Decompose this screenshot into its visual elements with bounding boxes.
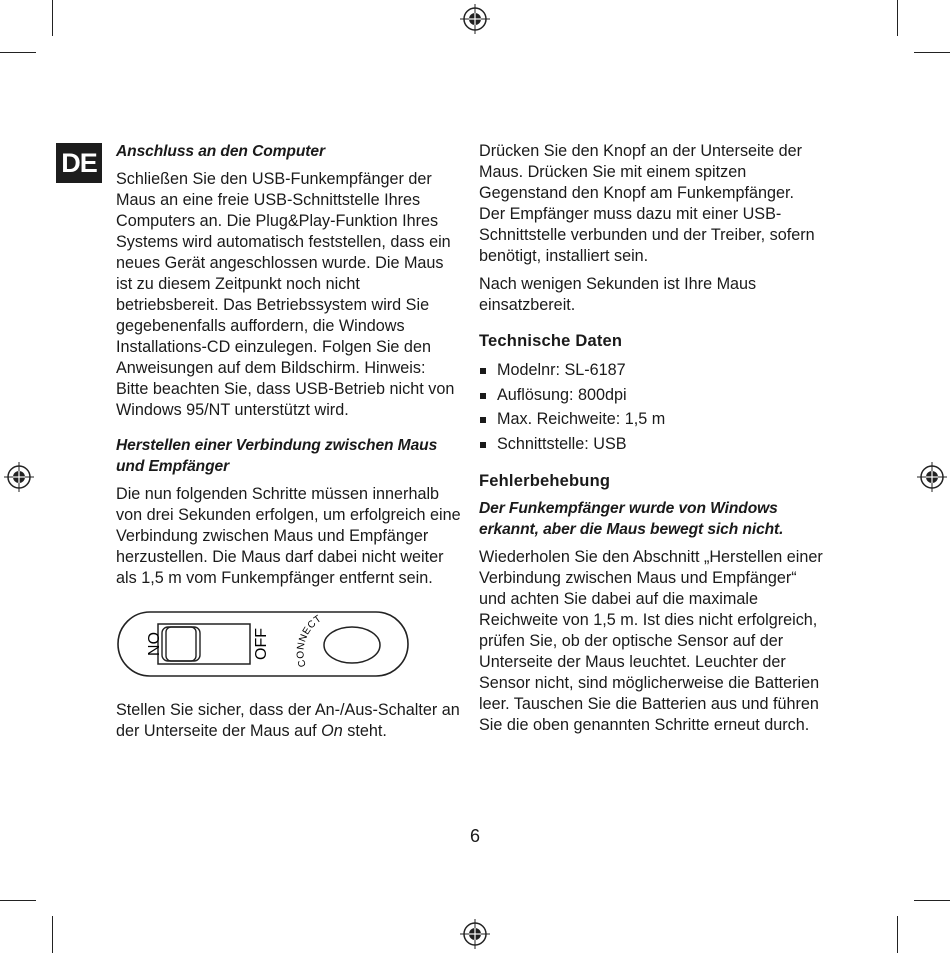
page-number: 6 — [469, 826, 480, 846]
crop-mark — [52, 0, 53, 36]
language-tab: DE — [56, 143, 102, 183]
connect-button — [324, 627, 380, 663]
crop-mark — [897, 0, 898, 36]
specs-list — [479, 358, 824, 456]
off-label: OFF — [253, 628, 271, 660]
switch-on-word: On — [321, 722, 343, 740]
crop-mark — [914, 52, 950, 53]
right-column — [479, 141, 824, 743]
crop-mark — [897, 916, 898, 953]
crop-mark — [914, 900, 950, 901]
troubleshooting-text: Wiederholen Sie den Abschnitt „Herstellen einer Verbindung zwischen Maus und Empfänger“ und achten Sie dabei auf die maximale Reichweite von 1,5 m. Ist dies nicht erfolgreich, prüfen Sie, ob der optische Sensor auf der Unterseite der Maus leuchtet. Leuchter der Sensor nicht, sind möglicherweise die Batterien leer. Tauschen Sie die Batterien aus und führen Sie die oben genannten Schritte erneut durch. — [479, 548, 823, 734]
registration-mark-icon — [4, 462, 34, 492]
spec-item: Modelnr: SL-6187 — [479, 358, 824, 383]
mouse-underside-diagram — [116, 610, 412, 678]
computer-connection-text: Schließen Sie den USB-Funkempfänger der Maus an eine freie USB-Schnittstelle Ihres Computers an. Die Plug&Play-Funktion Ihres Systems wird automatisch feststellen, dass ein neues Gerät angeschlossen wurde. Die Maus ist zu diesem Zeitpunkt noch nicht betriebsbereit. Das Betriebssystem wird Sie gegebenenfalls auffordern, die Windows Installations-CD einzulegen. Folgen Sie den Anweisungen auf dem Bildschirm. Hinweis: Bitte beachten Sie, dass USB-Betrieb nicht von Windows 95/NT unterstützt wird. — [116, 170, 455, 419]
connect-label: CONNECT — [295, 613, 324, 669]
spec-item: Schnittstelle: USB — [479, 432, 824, 457]
pairing-text: Die nun folgenden Schritte müssen innerhalb von drei Sekunden erfolgen, um erfolgreich eine Verbindung zwischen Maus und Empfänger herzustellen. Die Maus darf dabei nicht weiter als 1,5 m vom Funkempfänger entfernt sein. — [116, 485, 461, 587]
registration-mark-icon — [460, 4, 490, 34]
crop-mark — [0, 900, 36, 901]
section-title-pairing: Herstellen einer Verbindung zwischen Maus und Empfänger — [116, 437, 438, 475]
crop-mark — [0, 52, 36, 53]
switch-instruction: Stellen Sie sicher, dass der An-/Aus-Schalter an der Unterseite der Maus auf On steht. — [116, 701, 460, 740]
spec-item: Auflösung: 800dpi — [479, 383, 824, 408]
troubleshooting-title: Fehlerbehebung — [479, 472, 611, 490]
section-title-computer-connection: Anschluss an den Computer — [116, 143, 325, 160]
on-label: ON — [143, 632, 161, 656]
registration-mark-icon — [460, 919, 490, 949]
specs-title: Technische Daten — [479, 332, 623, 350]
crop-mark — [52, 916, 53, 953]
ready-text: Nach wenigen Sekunden ist Ihre Maus einsatzbereit. — [479, 275, 757, 314]
troubleshooting-subtitle: Der Funkempfänger wurde von Windows erkannt, aber die Maus bewegt sich nicht. — [479, 500, 784, 538]
spec-item: Max. Reichweite: 1,5 m — [479, 407, 824, 432]
left-column — [116, 141, 461, 749]
connect-button-text: Drücken Sie den Knopf an der Unterseite der Maus. Drücken Sie mit einem spitzen Gegenstand den Knopf am Funkempfänger. Der Empfänger muss dazu mit einer USB-Schnittstelle verbunden und der Treiber, sofern benötigt, installiert sein. — [479, 142, 815, 265]
registration-mark-icon — [917, 462, 947, 492]
